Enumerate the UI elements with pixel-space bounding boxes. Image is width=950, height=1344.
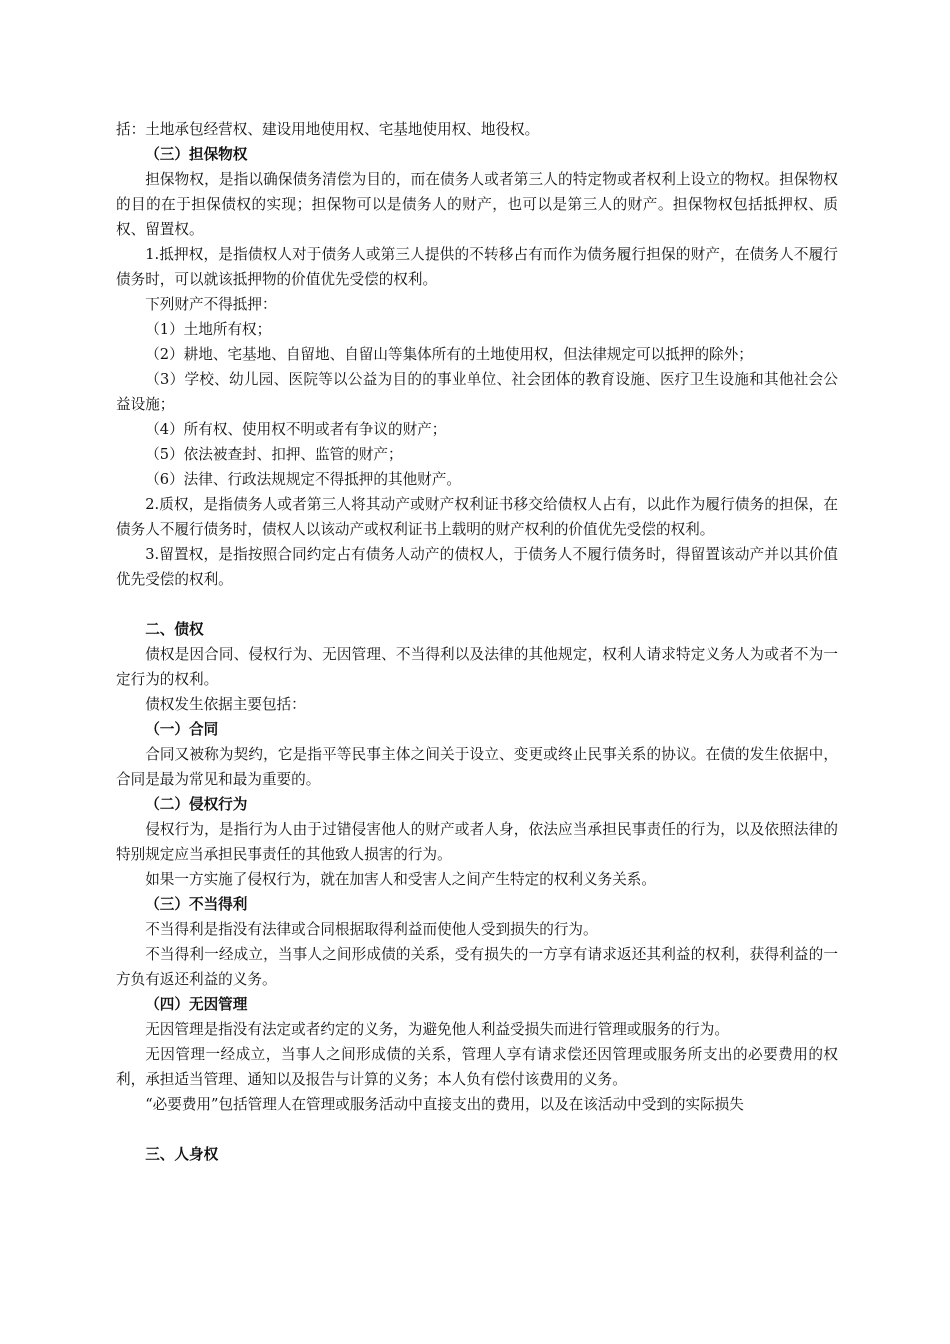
body-paragraph: “必要费用”包括管理人在管理或服务活动中直接支出的费用，以及在该活动中受到的实际损失: [145, 1096, 744, 1113]
section-heading: （二）侵权行为: [145, 796, 248, 813]
body-paragraph: （6）法律、行政法规规定不得抵押的其他财产。: [145, 471, 461, 488]
section-heading: 三、人身权: [145, 1146, 219, 1163]
body-paragraph: 无因管理是指没有法定或者约定的义务，为避免他人利益受损失而进行管理或服务的行为。: [145, 1021, 729, 1038]
body-paragraph: 下列财产不得抵押：: [145, 296, 277, 313]
section-heading: （三）不当得利: [145, 896, 248, 913]
body-paragraph: 括：土地承包经营权、建设用地使用权、宅基地使用权、地役权。: [116, 121, 540, 138]
body-paragraph: 3.留置权，是指按照合同约定占有债务人动产的债权人，于债务人不履行债务时，得留置该动产并以其价值优先受偿的权利。: [116, 546, 838, 588]
body-paragraph: 1.抵押权，是指债权人对于债务人或第三人提供的不转移占有而作为债务履行担保的财产，在债务人不履行债务时，可以就该抵押物的价值优先受偿的权利。: [116, 246, 838, 288]
body-paragraph: 侵权行为，是指行为人由于过错侵害他人的财产或者人身，依法应当承担民事责任的行为，以及依照法律的特别规定应当承担民事责任的其他致人损害的行为。: [116, 821, 838, 863]
body-paragraph: （4）所有权、使用权不明或者有争议的财产；: [145, 421, 447, 438]
body-paragraph: （2）耕地、宅基地、自留地、自留山等集体所有的土地使用权，但法律规定可以抵押的除外；: [145, 346, 753, 363]
document-page: [116, 117, 838, 1167]
body-paragraph: 如果一方实施了侵权行为，就在加害人和受害人之间产生特定的权利义务关系。: [145, 871, 656, 888]
blank-line: [116, 1117, 838, 1142]
blank-line: [116, 592, 838, 617]
section-heading: （四）无因管理: [145, 996, 248, 1013]
body-paragraph: （1）土地所有权；: [145, 321, 272, 338]
body-paragraph: 担保物权，是指以确保债务清偿为目的，而在债务人或者第三人的特定物或者权利上设立的物权。担保物权的目的在于担保债权的实现；担保物可以是债务人的财产，也可以是第三人的财产。担保物权包括抵押权、质权、留置权。: [116, 171, 838, 238]
body-paragraph: （3）学校、幼儿园、医院等以公益为目的的事业单位、社会团体的教育设施、医疗卫生设施和其他社会公益设施；: [116, 371, 838, 413]
body-paragraph: 债权是因合同、侵权行为、无因管理、不当得利以及法律的其他规定，权利人请求特定义务人为或者不为一定行为的权利。: [116, 646, 838, 688]
section-heading: （三）担保物权: [145, 146, 248, 163]
section-heading: （一）合同: [145, 721, 219, 738]
body-paragraph: （5）依法被查封、扣押、监管的财产；: [145, 446, 403, 463]
body-paragraph: 不当得利一经成立，当事人之间形成债的关系，受有损失的一方享有请求返还其利益的权利，获得利益的一方负有返还利益的义务。: [116, 946, 838, 988]
body-paragraph: 合同又被称为契约，它是指平等民事主体之间关于设立、变更或终止民事关系的协议。在债的发生依据中，合同是最为常见和最为重要的。: [116, 746, 838, 788]
body-paragraph: 2.质权，是指债务人或者第三人将其动产或财产权利证书移交给债权人占有，以此作为履行债务的担保，在债务人不履行债务时，债权人以该动产或权利证书上载明的财产权利的价值优先受偿的权利。: [116, 496, 838, 538]
section-heading: 二、债权: [145, 621, 204, 638]
body-paragraph: 不当得利是指没有法律或合同根据取得利益而使他人受到损失的行为。: [145, 921, 598, 938]
body-paragraph: 无因管理一经成立，当事人之间形成债的关系，管理人享有请求偿还因管理或服务所支出的必要费用的权利，承担适当管理、通知以及报告与计算的义务；本人负有偿付该费用的义务。: [116, 1046, 838, 1088]
body-paragraph: 债权发生依据主要包括：: [145, 696, 306, 713]
